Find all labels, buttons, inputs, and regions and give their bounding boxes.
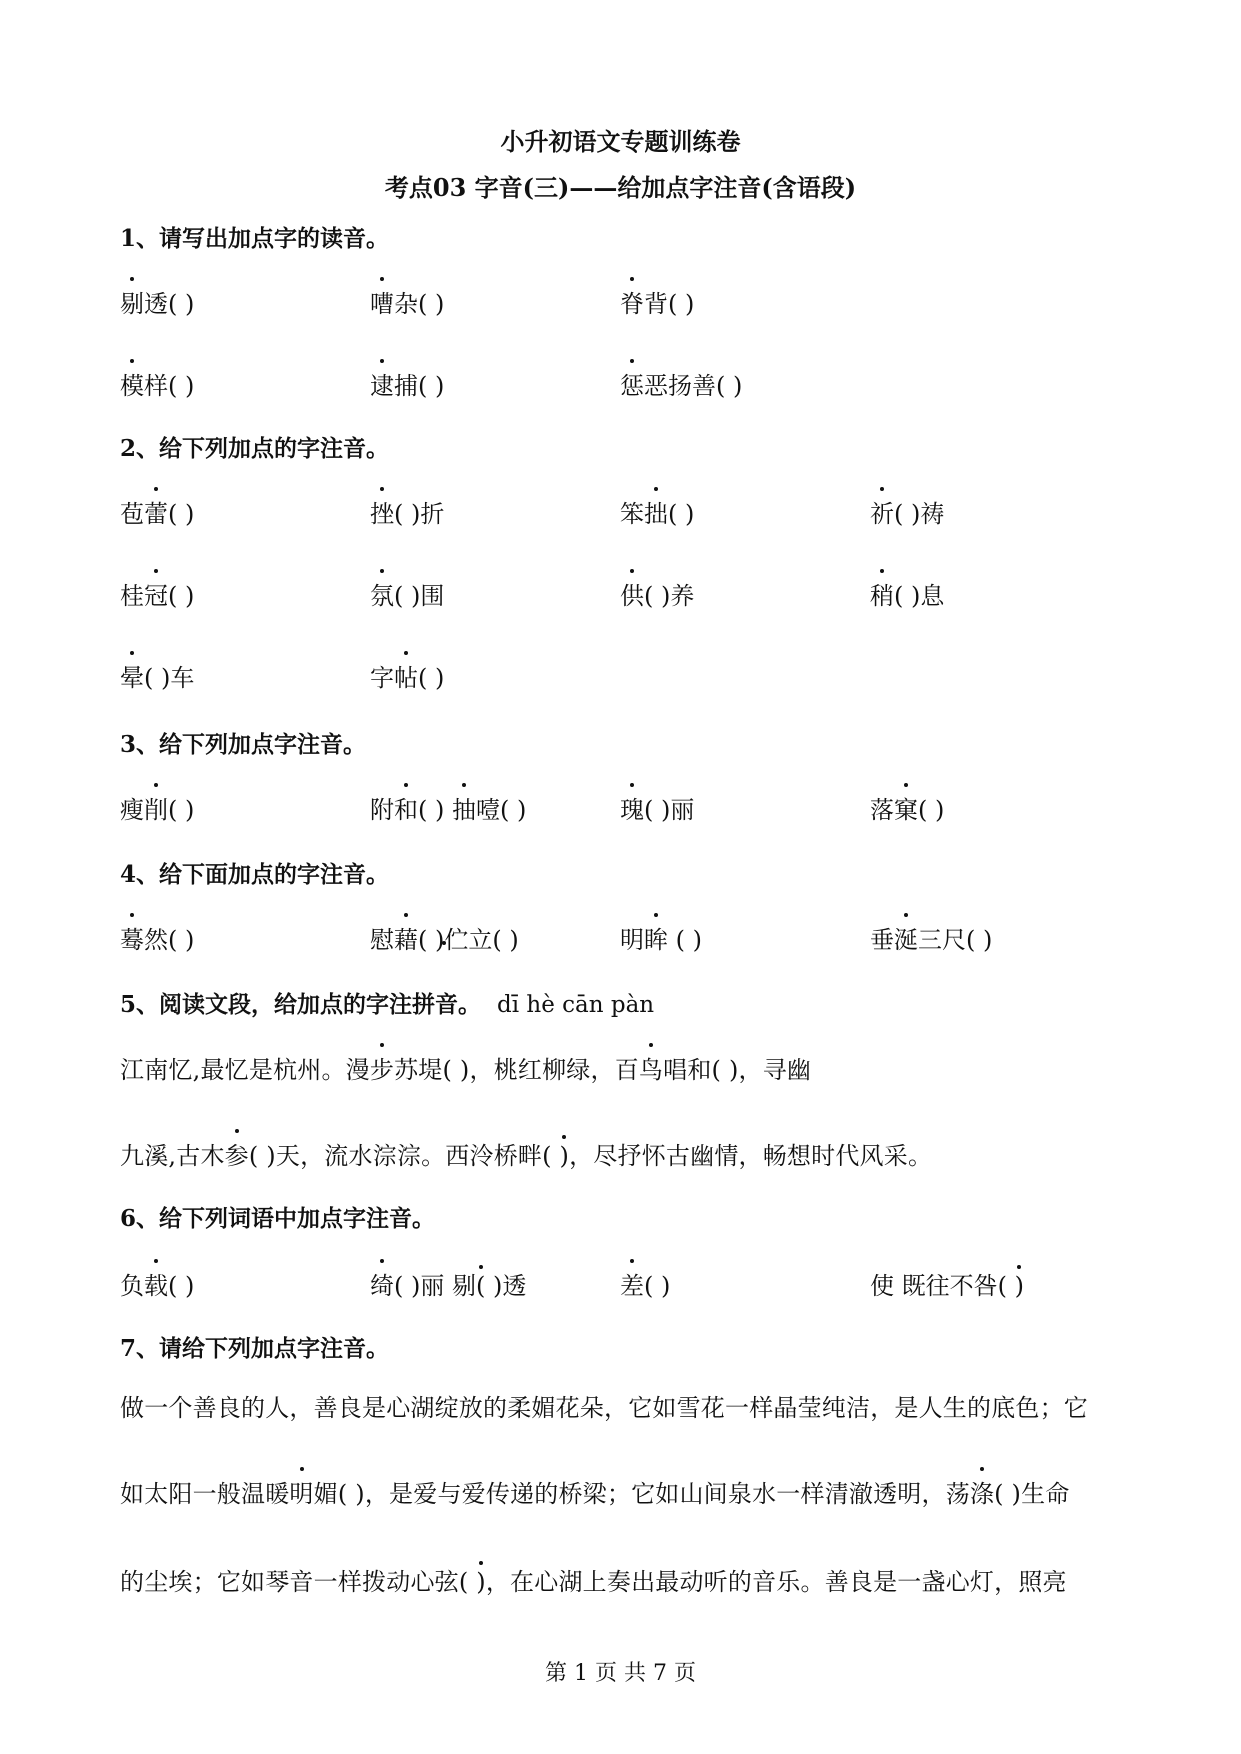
question-heading: 3、给下列加点字注音。 xyxy=(120,731,367,758)
word-item: 逮捕( ) xyxy=(370,366,444,401)
word-item: 慰藉( )伫立( ) xyxy=(370,920,519,955)
word-item: 明眸 ( ) xyxy=(620,920,702,955)
dotted-char: ) xyxy=(476,1568,486,1596)
answer-row xyxy=(120,366,1130,406)
dotted-char: 剔 xyxy=(120,284,144,319)
answer-row xyxy=(120,1266,1130,1306)
passage-line: 如太阳一般温暖明媚( )，是爱与爱传递的桥梁；它如山间泉水一样清澈透明，荡涤( )生命 xyxy=(120,1474,1070,1509)
dotted-char: 供 xyxy=(620,576,644,611)
answer-row xyxy=(120,658,1130,698)
word-item: 挫( )折 xyxy=(370,494,444,529)
question-heading-text: 5、阅读文段，给加点的字注拼音。 xyxy=(120,991,482,1018)
dotted-char: 蕾 xyxy=(144,494,168,529)
dotted-char: 参 xyxy=(225,1136,249,1171)
dotted-char: 模 xyxy=(120,366,144,401)
dotted-char: 步 xyxy=(370,1050,394,1085)
dotted-char: 窠 xyxy=(894,790,918,825)
answer-row xyxy=(120,284,1130,324)
dotted-char: 眸 xyxy=(644,920,668,955)
page-title: 小升初语文专题训练卷 xyxy=(500,127,741,156)
word-item: 模样( ) xyxy=(120,366,194,401)
word-item: 供( )养 xyxy=(620,576,694,611)
dotted-char: ) xyxy=(559,1142,570,1170)
dotted-char: 氛 xyxy=(370,576,394,611)
dotted-char: 逮 xyxy=(370,366,394,401)
passage-line: 江南忆,最忆是杭州。漫步苏堤( )，桃红柳绿，百鸟唱和( )，寻幽 xyxy=(120,1050,811,1085)
passage-line: 做一个善良的人，善良是心湖绽放的柔媚花朵，它如雪花一样晶莹纯洁，是人生的底色；它 xyxy=(120,1394,1088,1422)
dotted-char: 晕 xyxy=(120,658,144,693)
dotted-char: 瑰 xyxy=(620,790,644,825)
question-heading xyxy=(120,986,654,1019)
word-item: 祈( )祷 xyxy=(870,494,944,529)
dotted-char: 稍 xyxy=(870,576,894,611)
word-item: 瑰( )丽 xyxy=(620,790,694,825)
word-item: 差( ) xyxy=(620,1266,670,1301)
dotted-char: 惩 xyxy=(620,366,644,401)
answer-row xyxy=(120,920,1130,960)
dotted-char: 蓦 xyxy=(120,920,144,955)
dotted-char: 差 xyxy=(620,1266,644,1301)
word-item: 字帖( ) xyxy=(370,658,444,693)
dotted-char: 削 xyxy=(144,790,168,825)
pinyin-hint: dī hè cān pàn xyxy=(497,992,655,1018)
answer-row xyxy=(120,790,1130,830)
word-item: 苞蕾( ) xyxy=(120,494,194,529)
word-item: 瘦削( ) xyxy=(120,790,194,825)
question-heading: 2、给下列加点的字注音。 xyxy=(120,435,390,462)
question-heading: 6、给下列词语中加点字注音。 xyxy=(120,1205,436,1232)
passage-line: 九溪,古木参( )天，流水淙淙。西泠桥畔( )，尽抒怀古幽情，畅想时代风采。 xyxy=(120,1136,932,1171)
dotted-char: 藉 xyxy=(394,920,418,955)
dotted-char: 脊 xyxy=(620,284,644,319)
word-item: 惩恶扬善( ) xyxy=(620,366,742,401)
word-item: 笨拙( ) xyxy=(620,494,694,529)
word-item: 附和( ) 抽噎( ) xyxy=(370,790,526,825)
dotted-char: 嘈 xyxy=(370,284,394,319)
word-item: 剔透( ) xyxy=(120,284,194,319)
answer-row xyxy=(120,576,1130,616)
passage-line: 的尘埃；它如琴音一样拨动心弦( )，在心湖上奏出最动听的音乐。善良是一盏心灯，照亮 xyxy=(120,1568,1067,1596)
dotted-char: 挫 xyxy=(370,494,394,529)
question-heading: 1、请写出加点字的读音。 xyxy=(120,225,390,252)
dotted-char: ( xyxy=(476,1272,486,1300)
dotted-char: 绮 xyxy=(370,1266,394,1301)
dotted-char: 冠 xyxy=(144,576,168,611)
word-item: 落窠( ) xyxy=(870,790,944,825)
word-item: 脊背( ) xyxy=(620,284,694,319)
word-item: 负载( ) xyxy=(120,1266,194,1301)
word-item: 晕( )车 xyxy=(120,658,194,693)
dotted-char: 涤 xyxy=(970,1474,994,1509)
word-item: 垂涎三尺( ) xyxy=(870,920,992,955)
dotted-char: 拙 xyxy=(644,494,668,529)
word-item: 蓦然( ) xyxy=(120,920,194,955)
dotted-char: 祈 xyxy=(870,494,894,529)
dotted-char: 鸟 xyxy=(639,1050,663,1085)
answer-row xyxy=(120,494,1130,534)
word-item: 绮( )丽 剔( )透 xyxy=(370,1266,526,1301)
dotted-char: 涎 xyxy=(894,920,918,955)
question-heading: 4、给下面加点的字注音。 xyxy=(120,861,390,888)
dotted-char: 和 xyxy=(394,790,418,825)
word-item: 氛( )围 xyxy=(370,576,444,611)
word-item: 桂冠( ) xyxy=(120,576,194,611)
dotted-char: 明 xyxy=(289,1474,313,1509)
word-item: 嘈杂( ) xyxy=(370,284,444,319)
word-item: 稍( )息 xyxy=(870,576,944,611)
dotted-char: 帖 xyxy=(394,658,418,693)
dotted-char: 载 xyxy=(144,1266,168,1301)
page-subtitle: 考点03 字音(三)——给加点字注音(含语段) xyxy=(384,173,857,202)
dotted-char: 抽 xyxy=(452,790,476,825)
word-item: 使 既往不咎( ) xyxy=(870,1272,1025,1300)
dotted-char: ) xyxy=(1014,1272,1025,1300)
page-footer: 第 1 页 共 7 页 xyxy=(545,1661,696,1686)
question-heading: 7、请给下列加点字注音。 xyxy=(120,1335,390,1362)
